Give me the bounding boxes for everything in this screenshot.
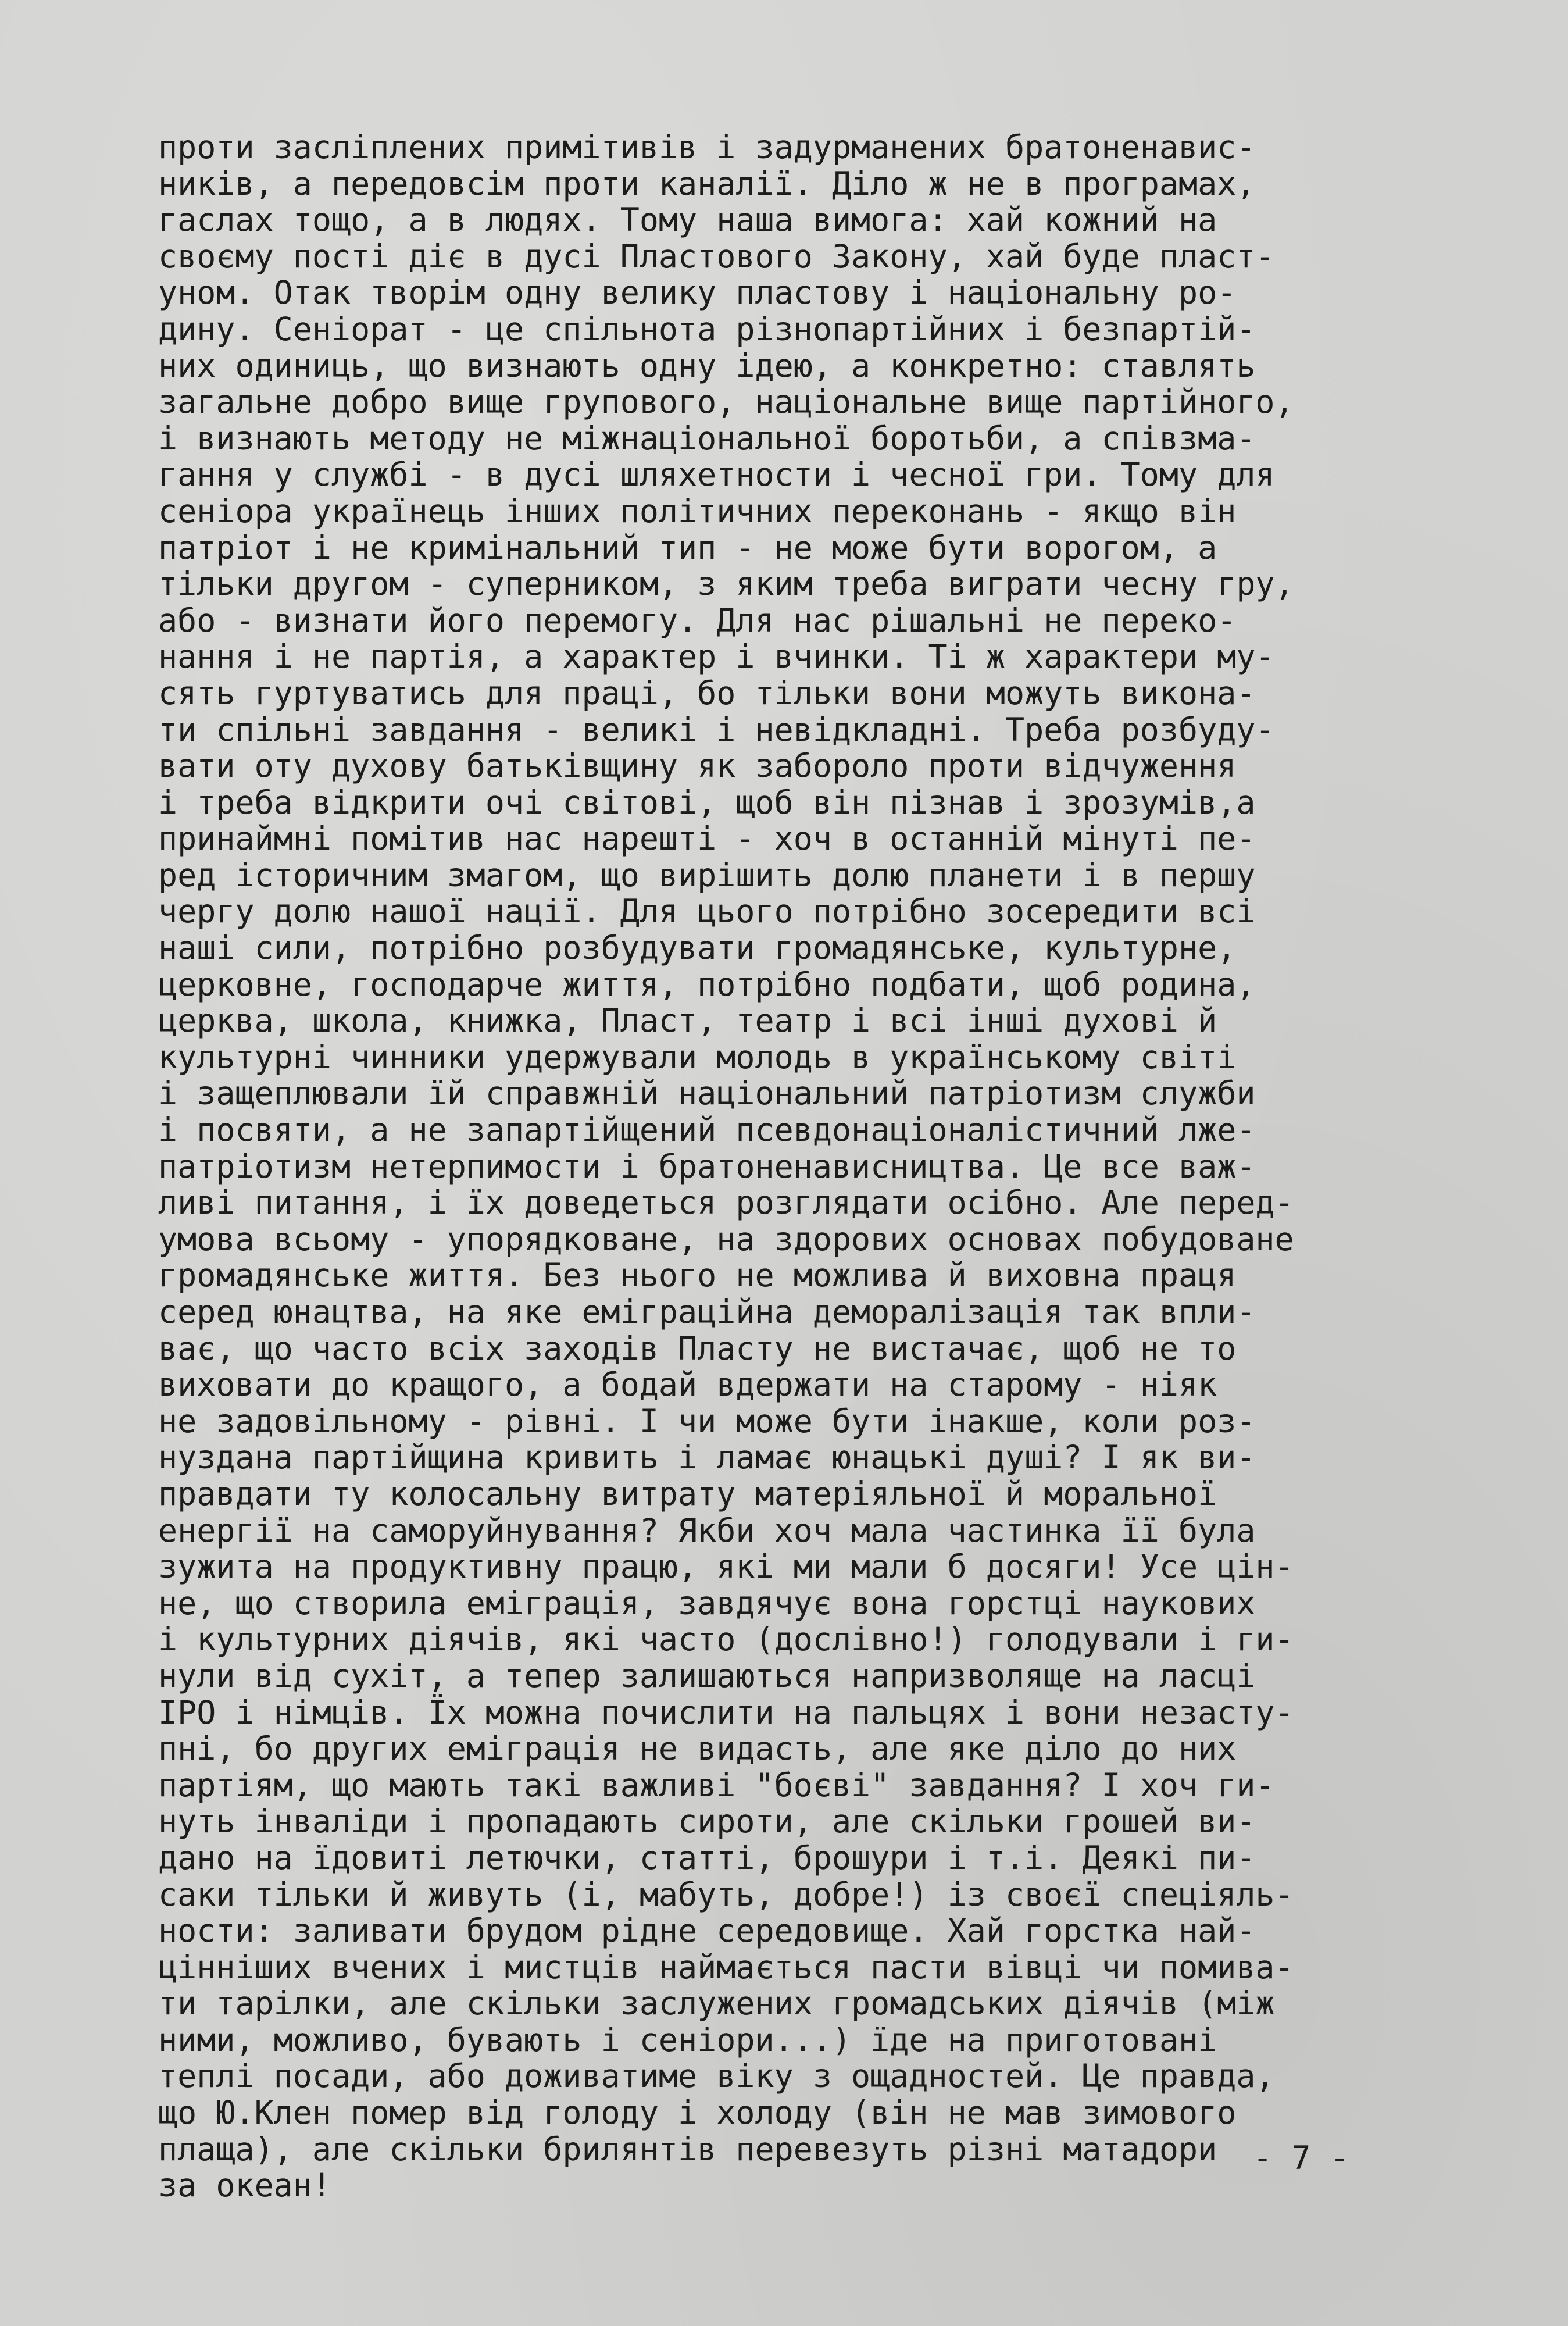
text-line: зужита на продуктивну працю, які ми мали б досяги! Усе цін- <box>158 1548 1294 1586</box>
text-line: гання у службі - в дусі шляхетности і чесної гри. Тому для <box>158 456 1275 494</box>
text-line: і защеплювали їй справжній національний патріотизм служби <box>158 1075 1256 1112</box>
text-line: патріот і не кримінальний тип - не може бути ворогом, а <box>158 529 1217 566</box>
text-line: виховати до кращого, а бодай вдержати на старому - ніяк <box>158 1366 1217 1404</box>
text-line: і культурних діячів, які часто (дослівно!) голодували і ги- <box>158 1621 1294 1658</box>
body-text <box>158 129 1466 2204</box>
text-line: ває, що часто всіх заходів Пласту не вистачає, щоб не то <box>158 1329 1237 1367</box>
text-line: енергії на саморуйнування? Якби хоч мала частинка її була <box>158 1511 1256 1549</box>
text-line: нули від сухіт, а тепер залишаються напризволяще на ласці <box>158 1657 1256 1694</box>
text-line: сеніора українець інших політичних переконань - якщо він <box>158 492 1237 530</box>
text-line: що Ю.Клен помер від голоду і холоду (він не мав зимового <box>158 2094 1237 2132</box>
text-line: ти спільні завдання - великі і невідкладні. Треба розбуду- <box>158 711 1275 748</box>
page-number: - 7 - <box>1253 2139 1349 2177</box>
text-line: пні, бо других еміграція не видасть, але яке діло до них <box>158 1730 1237 1768</box>
text-line: ІРО і німців. Їх можна почислити на пальцях і вони незасту- <box>158 1693 1294 1731</box>
text-line: нуть інваліди і пропадають сироти, але скільки грошей ви- <box>158 1803 1256 1840</box>
text-line: громадянське життя. Без нього не можлива й виховна праця <box>158 1257 1237 1294</box>
text-line: серед юнацтва, на яке еміграційна деморалізація так впли- <box>158 1293 1256 1330</box>
text-line: і посвяти, а не запартійщений псевдонаціоналістичний лже- <box>158 1111 1256 1149</box>
text-line: дано на їдовиті летючки, статті, брошури і т.і. Деякі пи- <box>158 1839 1256 1877</box>
text-line: ред історичним змагом, що вирішить долю планети і в першу <box>158 856 1256 894</box>
text-line: своєму пості діє в дусі Пластового Закону, хай буде пласт- <box>158 237 1275 275</box>
text-line: цінніших вчених і мистців наймається пасти вівці чи помива- <box>158 1948 1294 1986</box>
text-line: тільки другом - суперником, з яким треба виграти чесну гру, <box>158 565 1294 603</box>
text-line: теплі посади, або доживатиме віку з ощадностей. Це правда, <box>158 2057 1275 2095</box>
text-line: церква, школа, книжка, Пласт, театр і всі інші духові й <box>158 1002 1217 1040</box>
text-line: них одиниць, що визнають одну ідею, а конкретно: ставлять <box>158 347 1256 384</box>
text-line: партіям, що мають такі важливі "боєві" завдання? І хоч ги- <box>158 1766 1275 1804</box>
text-line: гаслах тощо, а в людях. Тому наша вимога: хай кожний на <box>158 201 1217 239</box>
text-line: вати оту духову батьківщину як заборолo проти відчуження <box>158 747 1237 785</box>
text-line: нання і не партія, а характер і вчинки. Ті ж характери му- <box>158 638 1275 676</box>
text-line: не, що створила еміграція, завдячує вона горстці наукових <box>158 1584 1256 1622</box>
text-line: за океан! <box>158 2167 332 2204</box>
text-line: не задовільному - рівні. І чи може бути інакше, коли роз- <box>158 1402 1256 1440</box>
text-line: ти тарілки, але скільки заслужених громадських діячів (між <box>158 1985 1275 2022</box>
text-line: чергу долю нашої нації. Для цього потрібно зосередити всі <box>158 893 1256 930</box>
text-line: плаща), але скільки брилянтів перевезуть різні матадори <box>158 2130 1217 2168</box>
text-line: наші сили, потрібно розбудувати громадянське, культурне, <box>158 929 1237 967</box>
text-line: нуздана партійщина кривить і ламає юнацькі душі? І як ви- <box>158 1439 1256 1476</box>
text-line: церковне, господарче життя, потрібно подбати, щоб родина, <box>158 965 1256 1003</box>
text-line: дину. Сеніорат - це спільнота різнопартійних і безпартій- <box>158 310 1256 348</box>
text-line: ливі питання, і їх доведеться розглядати осібно. Але перед- <box>158 1184 1294 1222</box>
text-line: саки тільки й живуть (і, мабуть, добре!) із своєї спеціяль- <box>158 1875 1294 1913</box>
text-line: правдати ту колосальну витрату матеріяльної й моральної <box>158 1475 1217 1512</box>
text-line: ників, а передовсім проти каналії. Діло ж не в програмах, <box>158 165 1256 202</box>
text-line: ними, можливо, бувають і сеніори...) їде на приготовані <box>158 2021 1217 2059</box>
text-line: культурні чинники удержували молодь в українському світі <box>158 1038 1237 1076</box>
text-line: принаймні помітив нас нарешті - хоч в останній мінуті пе- <box>158 820 1256 858</box>
text-line: ности: заливати брудом рідне середовище. Хай горстка най- <box>158 1912 1256 1950</box>
text-line: або - визнати його перемогу. Для нас рішальні не переко- <box>158 601 1237 639</box>
text-line: патріотизм нетерпимости і братоненависництва. Це все важ- <box>158 1147 1256 1185</box>
text-line: уном. Отак творім одну велику пластову і національну ро- <box>158 274 1237 312</box>
text-line: загальне добро вище групового, національне вище партійного, <box>158 383 1294 421</box>
text-line: і визнають методу не міжнаціональної боротьби, а співзма- <box>158 419 1256 457</box>
text-line: і треба відкрити очі світові, щоб він пізнав і зрозумів,а <box>158 783 1256 821</box>
text-line: сять гуртуватись для праці, бо тільки вони можуть викона- <box>158 674 1256 712</box>
text-line: умова всьому - упорядковане, на здорових основах побудоване <box>158 1220 1294 1258</box>
text-line: проти засліплених примітивів і задурманених братоненавис- <box>158 129 1256 166</box>
